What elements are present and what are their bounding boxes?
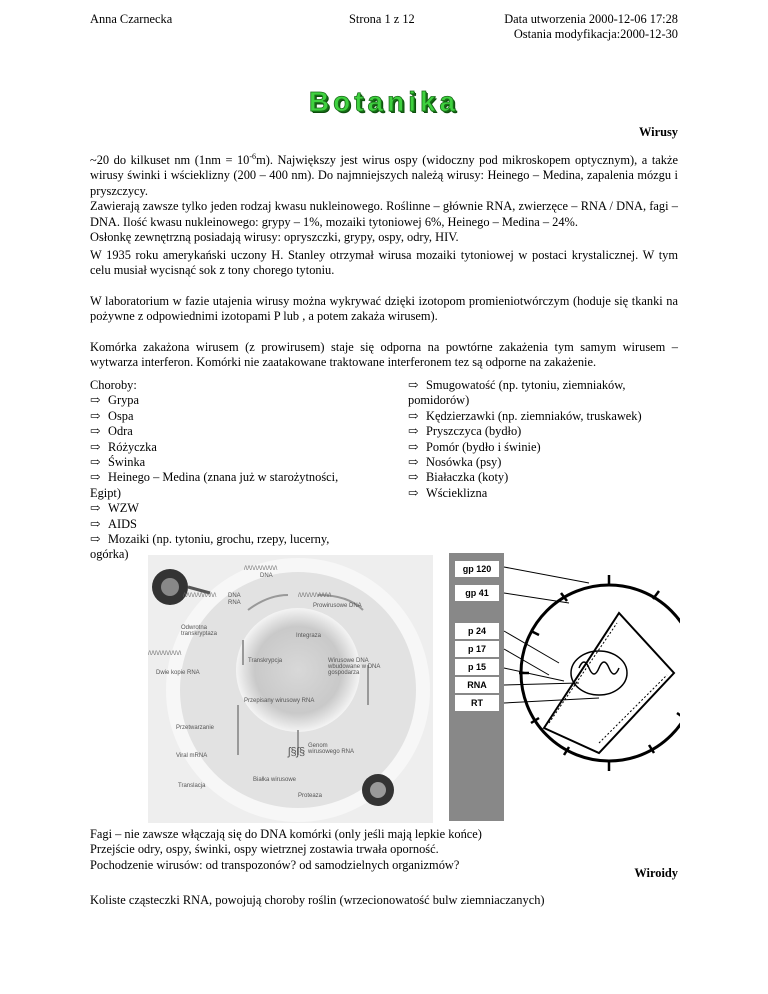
list-item [90, 501, 362, 516]
label-gp41: gp 41 [455, 585, 499, 601]
figure-replication-cycle [148, 555, 433, 823]
list-item [90, 393, 362, 408]
label-dna-2: DNA [228, 593, 241, 599]
arrow-right-icon: ⇨ [90, 439, 101, 454]
note-origin: Pochodzenie wirusów: od transpozonów? od samodzielnych organizmów? [90, 857, 460, 872]
label-p17: p 17 [455, 641, 499, 657]
rna-strand-glyph: ʃ§ʃ§ [288, 746, 306, 758]
arrow-right-icon: ⇨ [408, 408, 419, 423]
virus-particle-icon [362, 774, 394, 806]
dna-strand-glyph: /\/\/\/\/\/\/\/\/\/\ [244, 566, 278, 572]
label-transcribed-rna: Przepisany wirusowy RNA [244, 698, 315, 704]
disease-name: Nosówka (psy) [426, 455, 502, 470]
disease-name: Heinego – Medina (znana już w starożytności, Egipt) [90, 470, 339, 500]
list-item [90, 517, 362, 532]
arrow-right-icon: ⇨ [90, 501, 101, 516]
header-dates [504, 12, 678, 42]
arrow-right-icon: ⇨ [408, 424, 419, 439]
disease-name: Kędzierzawki (np. ziemniaków, truskawek) [426, 408, 642, 423]
bottom-notes [90, 827, 678, 873]
list-item [90, 455, 362, 470]
arrow-right-icon: ⇨ [90, 532, 101, 547]
p1-part-b: m). Największy jest wirus ospy (widoczny pod mikroskopem optycznym), a także wirusy świnki i wścieklizny (200 – 400 nm). Do najmniejszych należą wirusy: Heinego – Medina, zapalenia mózgu i pryszczycy. [90, 153, 678, 198]
label-dna: DNA [260, 573, 273, 579]
dna-strand-glyph: /\/\/\/\/\/\/\/\/\/\ [183, 593, 217, 599]
label-gp120: gp 120 [455, 561, 499, 577]
disease-name: Grypa [108, 393, 139, 408]
paragraph-interferon: Komórka zakażona wirusem (z prowirusem) staje się odporna na powtórne zakażenia tym samym wirusem – wytwarza interferon. Komórki nie zaatakowane traktowane interferonem tez są odporne na zakażenie. [90, 340, 678, 370]
arrow-right-icon: ⇨ [408, 378, 419, 392]
paragraph-size-line [90, 153, 678, 199]
header-page-number: Strona 1 z 12 [349, 12, 415, 26]
label-integrase: Integraza [296, 633, 322, 639]
label-rna: RNA [228, 600, 241, 606]
list-item [90, 409, 362, 424]
header-created: Data utworzenia 2000-12-06 17:28 [504, 12, 678, 26]
header-modified: Ostania modyfikacja:2000-12-30 [513, 27, 678, 41]
label-p24: p 24 [455, 623, 499, 639]
rna-strand-glyph: /\/\/\/\/\/\/\/\/\/\ [148, 651, 182, 657]
dna-strand-glyph: /\/\/\/\/\/\/\/\/\/\ [298, 593, 332, 599]
label-protease: Proteaza [298, 793, 323, 799]
disease-name: AIDS [108, 516, 137, 531]
label-viral-dna-integrated: Wirusowe DNA wbudowane w DNA gospodarza [328, 658, 381, 676]
header-author: Anna Czarnecka [90, 12, 173, 26]
disease-name: Różyczka [108, 439, 157, 454]
arrow-right-icon: ⇨ [408, 485, 419, 500]
p1-superscript: -6 [249, 151, 257, 161]
paragraph-stanley: W 1935 roku amerykański uczony H. Stanley otrzymał wirusa mozaiki tytoniowej w postaci krystalicznej. W tym celu musiał wycisnąć sok z tony chorego tytoniu. [90, 248, 678, 278]
note-immunity: Przejście odry, ospy, świnki, ospy wietrznej zostawia trwała oporność. [90, 842, 439, 857]
section-heading-viruses: Wirusy [638, 125, 678, 139]
disease-name: Smugowatość (np. tytoniu, ziemniaków, pomidorów) [408, 378, 626, 408]
page-title: Botanika [308, 86, 460, 117]
label-viral-rna-genome: Genom wirusowego RNA [308, 743, 355, 755]
label-p15: p 15 [455, 659, 499, 675]
label-rna: RNA [455, 677, 499, 693]
section-heading-viroids: Wiroidy [634, 866, 678, 880]
label-viral-mrna: Viral mRNA [176, 753, 208, 759]
paragraph-envelope: Osłonkę zewnętrzną posiadają wirusy: opryszczki, grypy, ospy, odry, HIV. [90, 230, 459, 245]
disease-list-left [90, 378, 362, 563]
disease-name: WZW [108, 501, 139, 516]
arrow-right-icon: ⇨ [408, 455, 419, 470]
disease-list-label: Choroby: [90, 378, 137, 392]
disease-name: Białaczka (koty) [426, 470, 509, 485]
list-item [408, 378, 680, 409]
arrow-right-icon: ⇨ [408, 470, 419, 485]
list-item [408, 455, 680, 470]
arrow-right-icon: ⇨ [90, 393, 101, 408]
arrow-right-icon: ⇨ [90, 455, 101, 470]
list-item [408, 424, 680, 439]
arrow-right-icon: ⇨ [90, 424, 101, 439]
paragraph-viroids: Koliste cząsteczki RNA, powojują choroby roślin (wrzecionowatość bulw ziemniaczanych) [90, 893, 545, 907]
disease-name: Wścieklizna [426, 485, 488, 500]
disease-name: Mozaiki (np. tytoniu, grochu, rzepy, lucerny, ogórka) [90, 532, 330, 562]
label-two-rna-copies: Dwie kopie RNA [156, 670, 200, 676]
paragraph-virus-size [90, 153, 678, 245]
p1-part-a: ~20 do kilkuset nm (1nm = 10 [90, 153, 250, 167]
list-item [90, 470, 362, 501]
title-wrapper [0, 86, 768, 118]
disease-name: Odra [108, 424, 133, 439]
label-proviral-dna: Prowirusowe DNA [313, 603, 362, 609]
note-phages: Fagi – nie zawsze włączają się do DNA komórki (only jeśli mają lepkie końce) [90, 827, 482, 841]
label-viral-proteins: Białka wirusowe [253, 777, 297, 783]
list-item [90, 440, 362, 455]
list-item [408, 440, 680, 455]
label-reverse-transcriptase: Odwrotna transkryptaza [181, 625, 218, 637]
paragraph-nucleic-acid: Zawierają zawsze tylko jeden rodzaj kwasu nukleinowego. Roślinne – głównie RNA, zwierzęce – RNA / DNA, fagi – DNA. Ilość kwasu nukleinowego: grypy – 1%, mozaiki tytoniowej 6%, Heinego – Medina – 24%. [90, 199, 678, 229]
disease-name: Pomór (bydło i świnie) [426, 439, 541, 454]
list-item [408, 409, 680, 424]
label-translation: Translacja [178, 783, 206, 789]
disease-name: Pryszczyca (bydło) [426, 424, 522, 439]
arrow-right-icon: ⇨ [90, 470, 101, 485]
list-item [408, 470, 680, 485]
label-transcription: Transkrypcja [248, 658, 283, 664]
disease-name: Świnka [108, 455, 146, 470]
arrow-right-icon: ⇨ [90, 408, 101, 423]
arrow-right-icon: ⇨ [408, 439, 419, 454]
disease-list-right [408, 378, 680, 501]
arrow-right-icon: ⇨ [90, 516, 101, 531]
paragraph-laboratory: W laboratorium w fazie utajenia wirusy można wykrywać dzięki izotopom promieniotwórczym (hoduje się tkanki na pożywne z odpowiednimi izotopami P lub , a potem zakaża wirusem). [90, 294, 678, 324]
disease-name: Ospa [108, 408, 134, 423]
figure-hiv-structure [449, 553, 680, 821]
list-item [90, 424, 362, 439]
label-rt: RT [455, 695, 499, 711]
list-item [408, 486, 680, 501]
label-processing: Przetwarzanie [176, 725, 215, 731]
